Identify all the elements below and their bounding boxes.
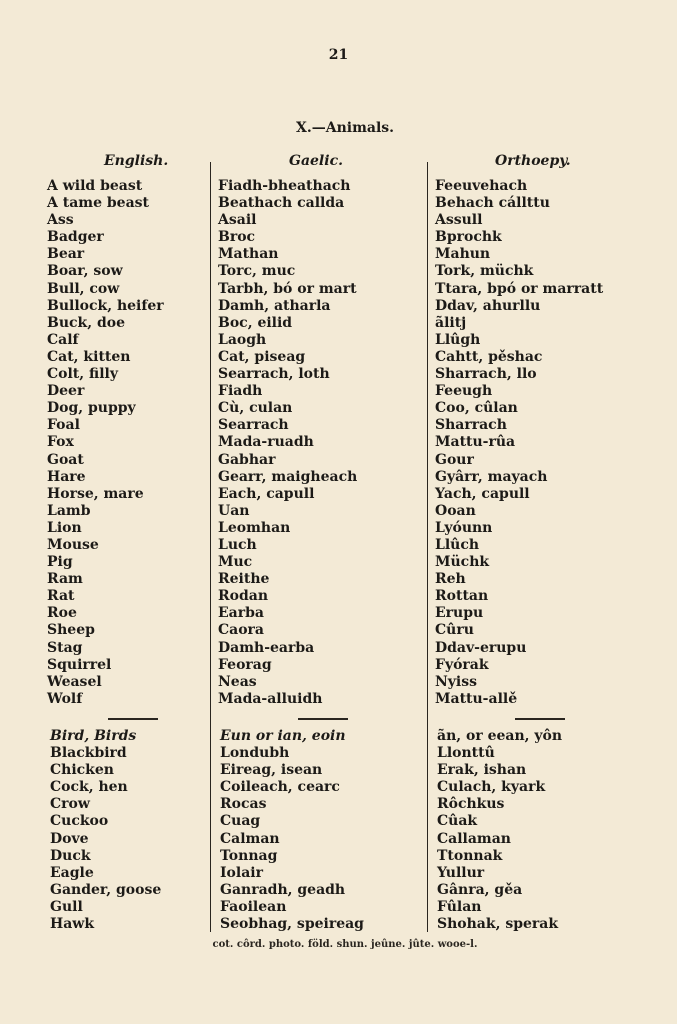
list-item: Stag — [47, 639, 83, 656]
list-item: Earba — [218, 605, 264, 622]
list-item: Rocas — [220, 796, 267, 813]
list-item: Damh-earba — [218, 639, 315, 656]
list-item: Faoilean — [220, 898, 287, 915]
list-item: Badger — [47, 229, 104, 246]
list-item: Coileach, cearc — [220, 779, 340, 796]
birds-english-column — [50, 728, 161, 933]
list-item: Fûlan — [437, 898, 482, 915]
birds-gaelic-column — [220, 728, 364, 933]
list-item: ãn, or eean, yôn — [437, 728, 563, 744]
column-divider-right — [427, 162, 428, 932]
list-item: Hawk — [50, 916, 95, 933]
list-item: Blackbird — [50, 745, 127, 762]
birds-orthoepy-column — [437, 728, 562, 933]
column-divider-left — [210, 162, 211, 932]
list-item: Horse, mare — [47, 485, 144, 502]
list-item: Feeugh — [435, 383, 493, 400]
page-number: 21 — [328, 47, 349, 63]
list-item: Weasel — [47, 673, 102, 690]
list-item: Mattu-rûa — [435, 434, 516, 451]
list-item: Gull — [50, 898, 83, 915]
list-item: Ganradh, geadh — [220, 881, 346, 898]
list-item: Assull — [435, 212, 483, 229]
list-item: Sharrach — [435, 417, 507, 434]
list-item: Cûak — [437, 813, 478, 830]
list-item: Bird, Birds — [50, 728, 137, 744]
list-item: Mada-alluidh — [218, 690, 323, 707]
list-item: Bear — [47, 246, 85, 263]
list-item: Buck, doe — [47, 314, 126, 331]
list-item: Eireag, isean — [220, 762, 323, 779]
list-item: Mada-ruadh — [218, 434, 314, 451]
separator-orthoepy — [515, 718, 565, 720]
list-item: Luch — [218, 536, 257, 553]
list-item: Pig — [47, 554, 73, 571]
list-item: Hare — [47, 468, 86, 485]
list-item: Tork, müchk — [435, 263, 534, 280]
list-item: Rodan — [218, 588, 269, 605]
list-item: Llûgh — [435, 331, 481, 348]
list-item: Torc, muc — [218, 263, 296, 280]
list-item: Ooan — [435, 502, 476, 519]
list-item: Fyórak — [435, 656, 489, 673]
separator-gaelic — [298, 718, 348, 720]
list-item: Feeuvehach — [435, 178, 528, 194]
list-item: Reh — [435, 571, 466, 588]
list-item: Mattu-allě — [435, 690, 518, 707]
list-item: Müchk — [435, 554, 490, 571]
list-item: Erupu — [435, 605, 484, 622]
list-item: Calman — [220, 830, 280, 847]
list-item: Ram — [47, 571, 83, 588]
list-item: Crow — [50, 796, 90, 813]
list-item: Muc — [218, 554, 253, 571]
list-item: Cù, culan — [218, 400, 293, 417]
list-item: Boc, eilid — [218, 314, 293, 331]
list-item: Ttara, bpó or marratt — [435, 280, 604, 297]
section-title: X.—Animals. — [295, 120, 395, 136]
header-english: English. — [104, 153, 169, 169]
list-item: Sharrach, llo — [435, 366, 537, 383]
list-item: Calf — [47, 331, 79, 348]
list-item: Lyóunn — [435, 519, 493, 536]
list-item: Callaman — [437, 830, 511, 847]
list-item: Rôchkus — [437, 796, 505, 813]
list-item: Lion — [47, 519, 82, 536]
list-item: Cûru — [435, 622, 474, 639]
list-item: Erak, ishan — [437, 762, 527, 779]
list-item: Cat, piseag — [218, 348, 306, 365]
list-item: Yach, capull — [435, 485, 530, 502]
list-item: ãlitj — [435, 314, 467, 331]
list-item: Dove — [50, 830, 89, 847]
list-item: Coo, cûlan — [435, 400, 518, 417]
list-item: Cat, kitten — [47, 348, 131, 365]
list-item: Goat — [47, 451, 84, 468]
list-item: Gander, goose — [50, 881, 162, 898]
list-item: Bull, cow — [47, 280, 120, 297]
list-item: Cock, hen — [50, 779, 128, 796]
list-item: Shohak, sperak — [437, 916, 559, 933]
list-item: Roe — [47, 605, 77, 622]
list-item: Gearr, maigheach — [218, 468, 358, 485]
list-item: Ttonnak — [437, 847, 503, 864]
list-item: Fiadh-bheathach — [218, 178, 351, 194]
list-item: Searrach, loth — [218, 366, 330, 383]
list-item: Broc — [218, 229, 256, 246]
list-item: Llûch — [435, 536, 480, 553]
list-item: Eun or ian, eoin — [220, 728, 346, 744]
list-item: Chicken — [50, 762, 114, 779]
list-item: Cuag — [220, 813, 261, 830]
list-item: Eagle — [50, 864, 94, 881]
list-item: Colt, filly — [47, 366, 118, 383]
list-item: Beathach callda — [218, 195, 345, 212]
list-item: Ass — [47, 212, 74, 229]
animals-gaelic-column — [218, 178, 357, 708]
list-item: Ddav-erupu — [435, 639, 527, 656]
list-item: Gabhar — [218, 451, 276, 468]
list-item: Each, capull — [218, 485, 315, 502]
list-item: Mouse — [47, 536, 99, 553]
list-item: Londubh — [220, 745, 290, 762]
list-item: Leomhan — [218, 519, 291, 536]
list-item: Fox — [47, 434, 74, 451]
list-item: Rottan — [435, 588, 489, 605]
list-item: Yullur — [437, 864, 485, 881]
animals-orthoepy-column — [435, 178, 603, 708]
list-item: A tame beast — [47, 195, 149, 212]
list-item: Tarbh, bó or mart — [218, 280, 357, 297]
list-item: Ddav, ahurllu — [435, 297, 541, 314]
list-item: Duck — [50, 847, 91, 864]
list-item: Gour — [435, 451, 474, 468]
list-item: Lamb — [47, 502, 91, 519]
list-item: Seobhag, speireag — [220, 916, 364, 933]
list-item: Boar, sow — [47, 263, 123, 280]
list-item: Laogh — [218, 331, 267, 348]
list-item: Neas — [218, 673, 257, 690]
list-item: Gânra, gěa — [437, 881, 523, 898]
list-item: A wild beast — [47, 178, 143, 194]
list-item: Feorag — [218, 656, 272, 673]
list-item: Behach cállttu — [435, 195, 550, 212]
list-item: Dog, puppy — [47, 400, 136, 417]
animals-english-column — [47, 178, 164, 708]
list-item: Bullock, heifer — [47, 297, 164, 314]
list-item: Gyârr, mayach — [435, 468, 548, 485]
list-item: Wolf — [47, 690, 83, 707]
list-item: Rat — [47, 588, 75, 605]
list-item: Iolair — [220, 864, 263, 881]
list-item: Fiadh — [218, 383, 263, 400]
header-orthoepy: Orthoepy. — [495, 153, 571, 169]
list-item: Cahtt, pěshac — [435, 348, 543, 365]
list-item: Bprochk — [435, 229, 502, 246]
list-item: Culach, kyark — [437, 779, 546, 796]
list-item: Searrach — [218, 417, 289, 434]
list-item: Nyiss — [435, 673, 478, 690]
list-item: Llonttû — [437, 745, 495, 762]
list-item: Reithe — [218, 571, 270, 588]
list-item: Sheep — [47, 622, 95, 639]
list-item: Mathan — [218, 246, 279, 263]
list-item: Tonnag — [220, 847, 278, 864]
header-gaelic: Gaelic. — [289, 153, 343, 169]
list-item: Deer — [47, 383, 85, 400]
list-item: Uan — [218, 502, 250, 519]
list-item: Asail — [218, 212, 257, 229]
list-item: Mahun — [435, 246, 491, 263]
list-item: Foal — [47, 417, 80, 434]
list-item: Caora — [218, 622, 264, 639]
list-item: Cuckoo — [50, 813, 109, 830]
separator-english — [108, 718, 158, 720]
pronunciation-key: cot. côrd. photo. föld. shun. jeûne. jûte. wooe-l. — [212, 939, 478, 950]
list-item: Squirrel — [47, 656, 112, 673]
list-item: Damh, atharla — [218, 297, 331, 314]
